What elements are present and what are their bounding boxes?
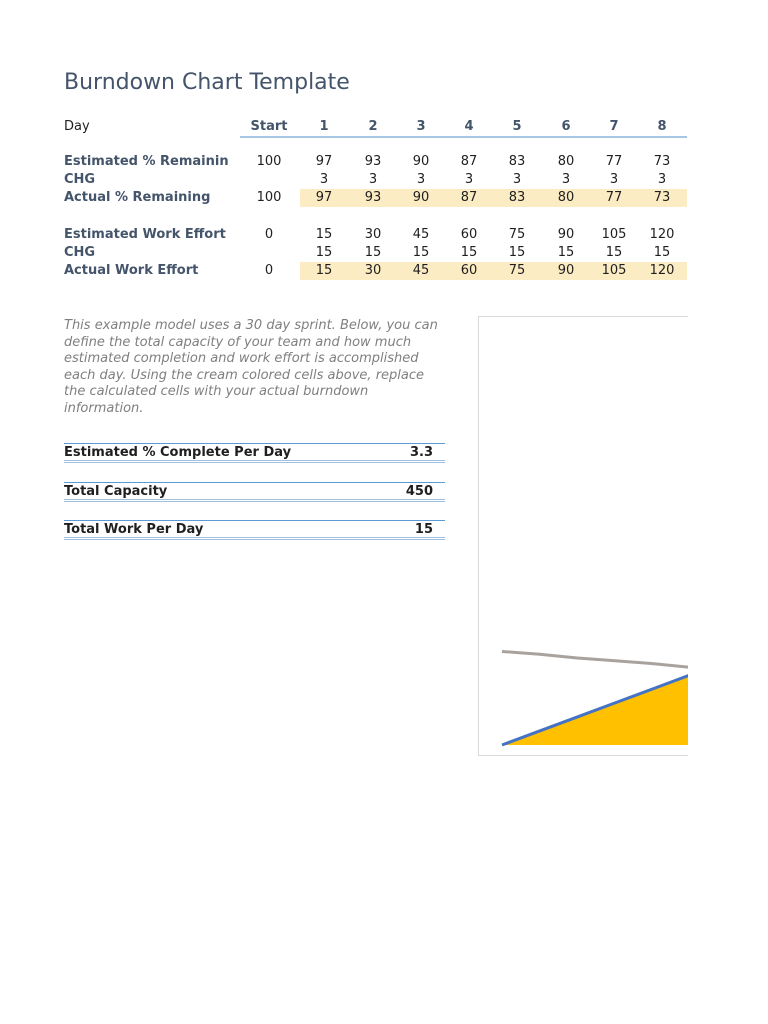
day-header-1: 1 bbox=[319, 119, 329, 134]
table-cell: 15 bbox=[315, 227, 333, 242]
table-cell[interactable]: 83 bbox=[508, 190, 526, 205]
table-cell[interactable]: 105 bbox=[601, 263, 627, 278]
table-cell: 15 bbox=[364, 245, 382, 260]
metric-value[interactable]: 450 bbox=[405, 484, 433, 499]
effort-area bbox=[502, 633, 688, 745]
table-cell: 100 bbox=[256, 190, 282, 205]
table-cell: 30 bbox=[364, 227, 382, 242]
table-cell: 0 bbox=[264, 263, 274, 278]
header-rule bbox=[240, 136, 687, 138]
table-cell: 15 bbox=[605, 245, 623, 260]
day-header-0: Start bbox=[250, 119, 288, 134]
row-label: Estimated % Remainin bbox=[64, 154, 229, 169]
day-header-label: Day bbox=[64, 119, 90, 134]
metric-row bbox=[64, 520, 445, 540]
table-row bbox=[0, 244, 768, 262]
table-cell: 3 bbox=[464, 172, 474, 187]
metric-bottom-border bbox=[64, 499, 445, 500]
table-cell: 3 bbox=[561, 172, 571, 187]
table-cell: 3 bbox=[609, 172, 619, 187]
row-label: CHG bbox=[64, 245, 96, 260]
chart-svg bbox=[479, 317, 688, 755]
table-row bbox=[0, 171, 768, 189]
table-cell[interactable]: 80 bbox=[557, 190, 575, 205]
day-header-8: 8 bbox=[657, 119, 667, 134]
page-title: Burndown Chart Template bbox=[64, 70, 350, 95]
table-cell[interactable]: 60 bbox=[460, 263, 478, 278]
table-cell: 83 bbox=[508, 154, 526, 169]
table-cell: 75 bbox=[508, 227, 526, 242]
table-cell: 15 bbox=[653, 245, 671, 260]
table-cell[interactable]: 15 bbox=[315, 263, 333, 278]
table-cell: 15 bbox=[412, 245, 430, 260]
table-row bbox=[0, 226, 768, 244]
table-cell[interactable]: 45 bbox=[412, 263, 430, 278]
metric-label: Estimated % Complete Per Day bbox=[64, 445, 292, 460]
table-cell[interactable]: 90 bbox=[412, 190, 430, 205]
day-header-6: 6 bbox=[561, 119, 571, 134]
table-cell[interactable]: 87 bbox=[460, 190, 478, 205]
metric-row bbox=[64, 443, 445, 463]
table-cell: 90 bbox=[557, 227, 575, 242]
table-cell[interactable]: 120 bbox=[649, 263, 675, 278]
table-cell: 105 bbox=[601, 227, 627, 242]
table-cell: 0 bbox=[264, 227, 274, 242]
table-cell: 120 bbox=[649, 227, 675, 242]
table-cell: 73 bbox=[653, 154, 671, 169]
table-cell: 3 bbox=[657, 172, 667, 187]
day-header-3: 3 bbox=[416, 119, 426, 134]
table-cell[interactable]: 77 bbox=[605, 190, 623, 205]
day-header-5: 5 bbox=[512, 119, 522, 134]
table-cell: 97 bbox=[315, 154, 333, 169]
table-cell[interactable]: 90 bbox=[557, 263, 575, 278]
metric-bottom-border bbox=[64, 537, 445, 538]
table-cell: 77 bbox=[605, 154, 623, 169]
table-cell: 15 bbox=[508, 245, 526, 260]
metric-row bbox=[64, 482, 445, 502]
table-cell[interactable]: 30 bbox=[364, 263, 382, 278]
table-row bbox=[0, 189, 768, 207]
table-cell[interactable]: 75 bbox=[508, 263, 526, 278]
table-cell: 3 bbox=[319, 172, 329, 187]
metric-bottom-border bbox=[64, 460, 445, 461]
table-cell bbox=[245, 244, 293, 262]
day-header-row bbox=[0, 118, 768, 136]
table-cell: 45 bbox=[412, 227, 430, 242]
table-row bbox=[0, 262, 768, 280]
metric-label: Total Capacity bbox=[64, 484, 168, 499]
table-cell: 15 bbox=[557, 245, 575, 260]
metric-value[interactable]: 3.3 bbox=[409, 445, 433, 460]
metric-value[interactable]: 15 bbox=[414, 522, 433, 537]
table-cell: 90 bbox=[412, 154, 430, 169]
row-label: Actual % Remaining bbox=[64, 190, 211, 205]
table-cell: 3 bbox=[512, 172, 522, 187]
row-label: CHG bbox=[64, 172, 96, 187]
table-cell: 100 bbox=[256, 154, 282, 169]
row-label: Estimated Work Effort bbox=[64, 227, 226, 242]
table-cell: 60 bbox=[460, 227, 478, 242]
metric-bottom-border-2 bbox=[64, 462, 445, 463]
table-cell bbox=[245, 171, 293, 189]
remaining-line bbox=[502, 651, 688, 676]
row-label: Actual Work Effort bbox=[64, 263, 199, 278]
metric-label: Total Work Per Day bbox=[64, 522, 204, 537]
table-cell: 3 bbox=[416, 172, 426, 187]
table-cell: 87 bbox=[460, 154, 478, 169]
day-header-4: 4 bbox=[464, 119, 474, 134]
table-cell: 80 bbox=[557, 154, 575, 169]
table-cell[interactable]: 73 bbox=[653, 190, 671, 205]
burndown-chart[interactable] bbox=[478, 316, 688, 756]
day-header-7: 7 bbox=[609, 119, 619, 134]
table-cell: 3 bbox=[368, 172, 378, 187]
day-header-2: 2 bbox=[368, 119, 378, 134]
table-cell: 93 bbox=[364, 154, 382, 169]
description-text: This example model uses a 30 day sprint. Below, you can define the total capacity of your team and how much estimated completion and work effort is accomplished each day. Using the cream colored cells above, replace the calculated cells with your actual burndown information. bbox=[64, 318, 438, 416]
table-cell: 15 bbox=[460, 245, 478, 260]
table-cell: 15 bbox=[315, 245, 333, 260]
table-cell[interactable]: 97 bbox=[315, 190, 333, 205]
metric-bottom-border-2 bbox=[64, 539, 445, 540]
metric-bottom-border-2 bbox=[64, 501, 445, 502]
table-row bbox=[0, 153, 768, 171]
table-cell[interactable]: 93 bbox=[364, 190, 382, 205]
